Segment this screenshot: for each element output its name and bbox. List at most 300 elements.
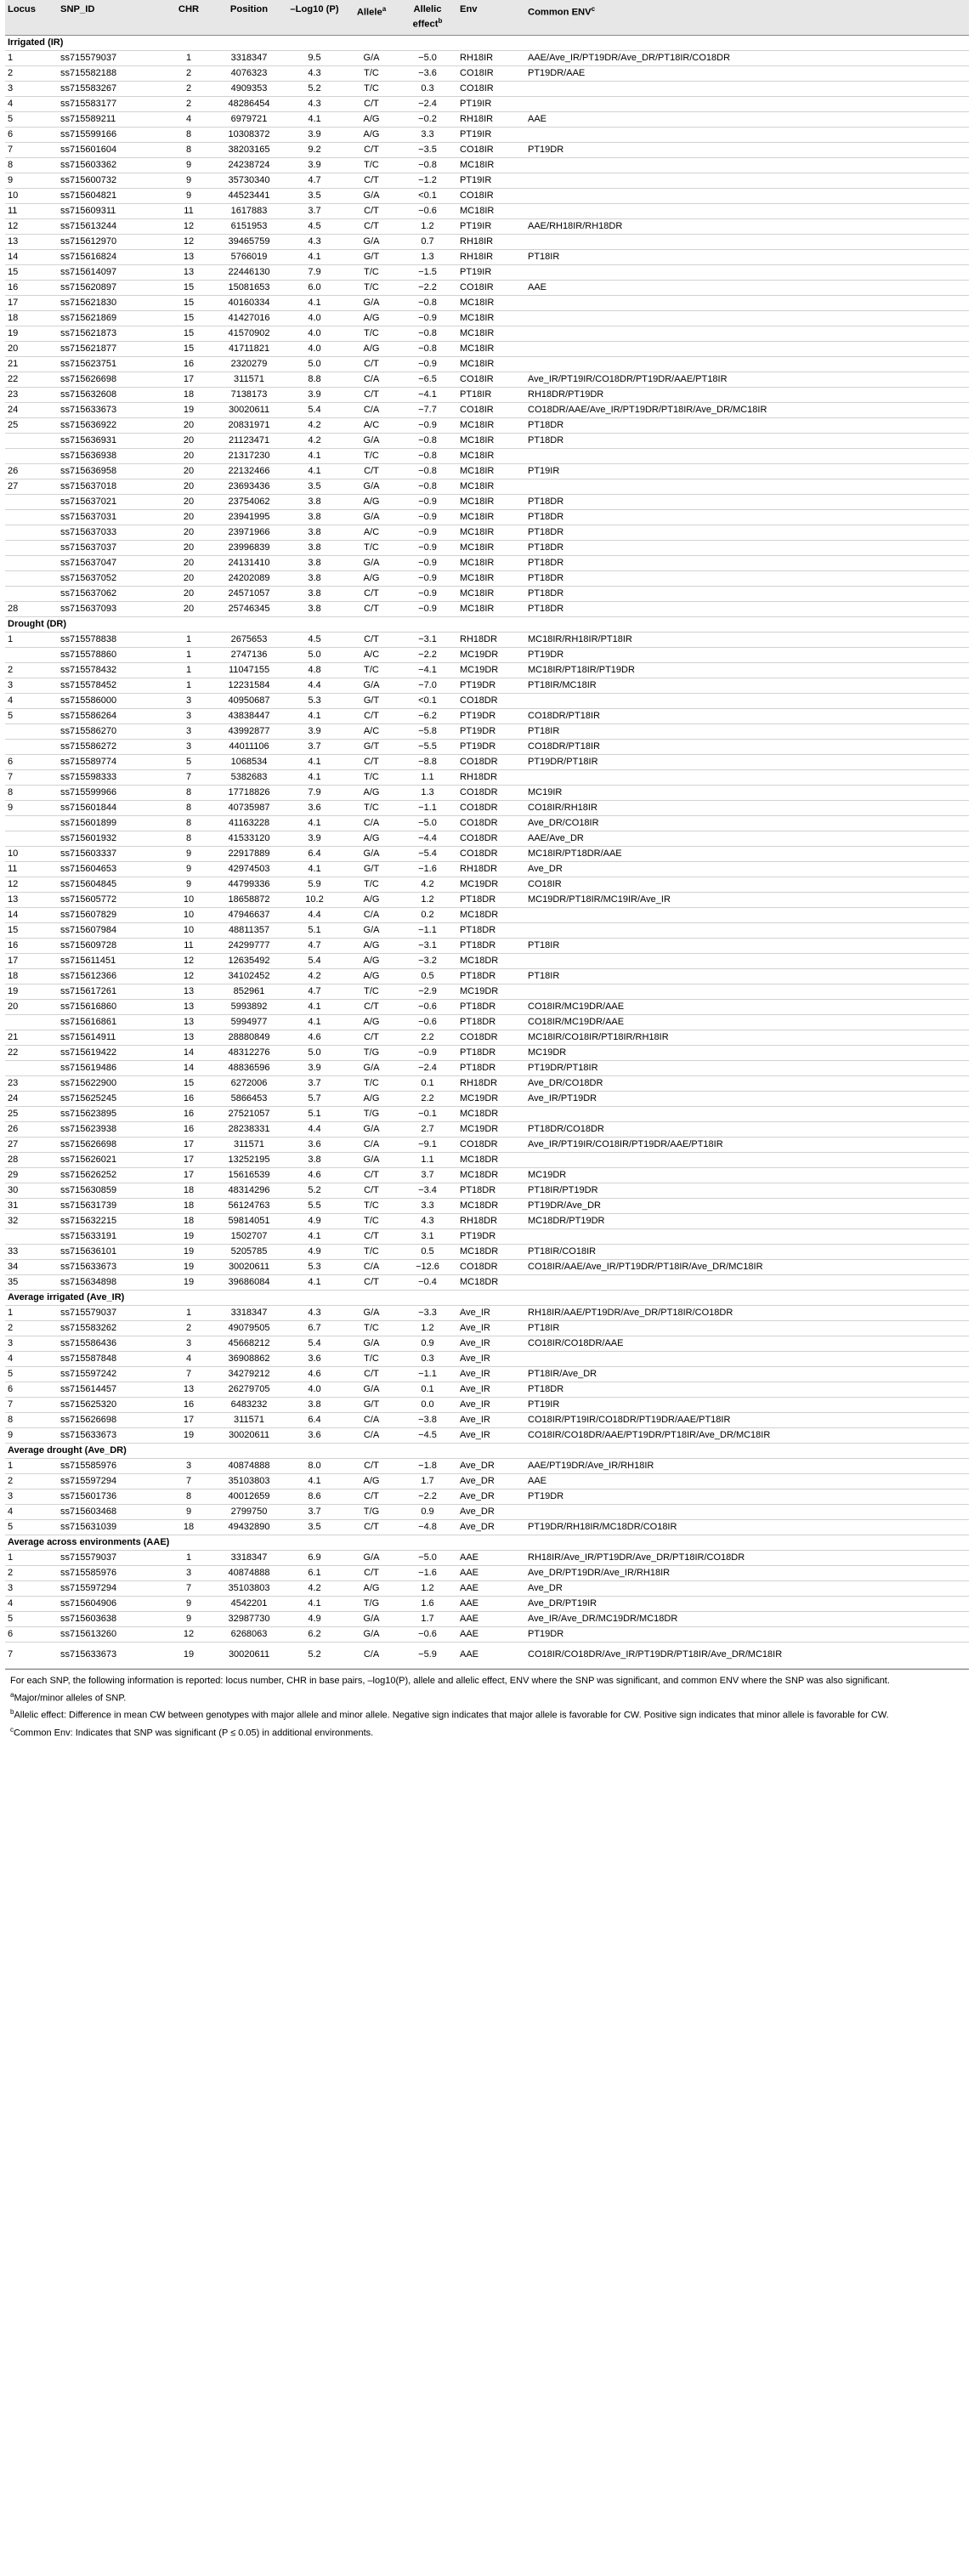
snp-id-cell: ss715586264 (58, 708, 163, 723)
snp-id-cell: ss715597294 (58, 1473, 163, 1489)
log10p-cell: 6.9 (284, 1550, 345, 1565)
position-cell: 22917889 (214, 846, 284, 861)
log10p-cell: 3.8 (284, 509, 345, 525)
allele-cell: T/C (345, 877, 398, 892)
log10p-cell: 6.4 (284, 846, 345, 861)
position-cell: 20831971 (214, 417, 284, 433)
table-row (5, 1244, 969, 1259)
chr-cell: 1 (163, 50, 214, 65)
table-row (5, 387, 969, 402)
snp-id-cell: ss715614097 (58, 264, 163, 280)
chr-cell: 13 (163, 249, 214, 264)
allelic-effect-cell: −2.2 (398, 280, 457, 295)
log10p-cell: 4.6 (284, 1167, 345, 1183)
chr-cell: 8 (163, 142, 214, 157)
allelic-effect-cell: −1.1 (398, 922, 457, 938)
snp-id-cell: ss715612366 (58, 968, 163, 984)
common-env-cell (525, 234, 969, 249)
table-row (5, 1045, 969, 1060)
column-header (525, 0, 969, 35)
allele-cell: A/G (345, 938, 398, 953)
table-row (5, 1060, 969, 1075)
env-cell: AAE (457, 1611, 525, 1626)
chr-cell: 16 (163, 1397, 214, 1412)
chr-cell: 9 (163, 846, 214, 861)
allelic-effect-cell: 3.3 (398, 127, 457, 142)
allele-cell: C/T (345, 754, 398, 769)
allele-cell: T/C (345, 1213, 398, 1228)
chr-cell: 20 (163, 463, 214, 479)
snp-id-cell: ss715614457 (58, 1382, 163, 1397)
snp-id-cell: ss715614911 (58, 1030, 163, 1045)
position-cell: 1502707 (214, 1228, 284, 1244)
position-cell: 23941995 (214, 509, 284, 525)
position-cell: 59814051 (214, 1213, 284, 1228)
env-cell: MC19DR (457, 877, 525, 892)
allelic-effect-cell: −7.0 (398, 678, 457, 693)
env-cell: PT18DR (457, 1183, 525, 1198)
snp-id-cell: ss715609311 (58, 203, 163, 218)
allelic-effect-cell: −4.1 (398, 387, 457, 402)
common-env-cell: CO18IR/CO18DR/AAE/PT19DR/PT18IR/Ave_DR/MC18IR (525, 1427, 969, 1443)
common-env-cell: CO18IR/CO18DR/AAE (525, 1336, 969, 1351)
table-row (5, 65, 969, 81)
log10p-cell: 4.3 (284, 65, 345, 81)
table-row (5, 999, 969, 1014)
log10p-cell: 3.9 (284, 387, 345, 402)
table-row (5, 1228, 969, 1244)
common-env-cell: Ave_IR/Ave_DR/MC19DR/MC18DR (525, 1611, 969, 1626)
snp-id-cell: ss715637021 (58, 494, 163, 509)
log10p-cell: 4.5 (284, 218, 345, 234)
chr-cell: 9 (163, 173, 214, 188)
allele-cell: C/T (345, 1489, 398, 1504)
chr-cell: 20 (163, 448, 214, 463)
snp-id-cell: ss715632215 (58, 1213, 163, 1228)
table-row (5, 800, 969, 815)
log10p-cell: 6.2 (284, 1626, 345, 1642)
allelic-effect-cell: <0.1 (398, 693, 457, 708)
env-cell: Ave_IR (457, 1366, 525, 1382)
common-env-cell: Ave_IR/PT19DR (525, 1091, 969, 1106)
chr-cell: 19 (163, 1427, 214, 1443)
allelic-effect-cell: −1.8 (398, 1458, 457, 1473)
allelic-effect-cell: 4.3 (398, 1213, 457, 1228)
env-cell: RH18IR (457, 111, 525, 127)
locus-cell (5, 509, 58, 525)
snp-id-cell: ss715578838 (58, 632, 163, 647)
snp-id-cell: ss715583177 (58, 96, 163, 111)
snp-id-cell: ss715578860 (58, 647, 163, 662)
table-row (5, 448, 969, 463)
allele-cell: T/C (345, 1075, 398, 1091)
common-env-cell: Ave_DR/PT19DR/Ave_IR/RH18IR (525, 1565, 969, 1580)
snp-id-cell: ss715637062 (58, 586, 163, 601)
chr-cell: 15 (163, 1075, 214, 1091)
position-cell: 23971966 (214, 525, 284, 540)
allele-cell: C/A (345, 815, 398, 831)
locus-cell: 1 (5, 1458, 58, 1473)
allelic-effect-cell: −5.5 (398, 739, 457, 754)
env-cell: MC18IR (457, 525, 525, 540)
allele-cell: T/C (345, 81, 398, 96)
locus-cell: 4 (5, 693, 58, 708)
env-cell: CO18DR (457, 693, 525, 708)
log10p-cell: 4.1 (284, 249, 345, 264)
position-cell: 34102452 (214, 968, 284, 984)
chr-cell: 3 (163, 708, 214, 723)
position-cell: 35103803 (214, 1473, 284, 1489)
locus-cell: 12 (5, 877, 58, 892)
chr-cell: 20 (163, 555, 214, 570)
allele-cell: G/A (345, 1060, 398, 1075)
table-row (5, 785, 969, 800)
env-cell: MC18DR (457, 1198, 525, 1213)
locus-cell: 27 (5, 479, 58, 494)
allele-cell: C/T (345, 586, 398, 601)
table-row (5, 341, 969, 356)
table-row (5, 1198, 969, 1213)
snp-id-cell: ss715578432 (58, 662, 163, 678)
snp-id-cell: ss715607829 (58, 907, 163, 922)
allele-cell: C/T (345, 203, 398, 218)
common-env-cell: PT19DR (525, 142, 969, 157)
position-cell: 30020611 (214, 1427, 284, 1443)
table-row (5, 310, 969, 326)
allele-cell: T/C (345, 769, 398, 785)
snp-id-cell: ss715633673 (58, 1427, 163, 1443)
allele-cell: T/C (345, 1198, 398, 1213)
env-cell: Ave_IR (457, 1382, 525, 1397)
common-env-cell: PT18IR/PT19DR (525, 1183, 969, 1198)
chr-cell: 15 (163, 310, 214, 326)
allele-cell: C/T (345, 601, 398, 616)
common-env-cell: CO18IR/AAE/Ave_IR/PT19DR/PT18IR/Ave_DR/MC18IR (525, 1259, 969, 1274)
table-row (5, 831, 969, 846)
allelic-effect-cell: −5.4 (398, 846, 457, 861)
allelic-effect-cell: −0.9 (398, 494, 457, 509)
snp-id-cell: ss715632608 (58, 387, 163, 402)
log10p-cell: 3.8 (284, 540, 345, 555)
env-cell: MC19DR (457, 662, 525, 678)
table-row (5, 509, 969, 525)
allelic-effect-cell: 1.7 (398, 1611, 457, 1626)
chr-cell: 20 (163, 525, 214, 540)
allelic-effect-cell: −0.9 (398, 540, 457, 555)
env-cell: AAE (457, 1596, 525, 1611)
snp-id-cell: ss715636958 (58, 463, 163, 479)
common-env-cell: PT19DR/Ave_DR (525, 1198, 969, 1213)
locus-cell: 6 (5, 127, 58, 142)
position-cell: 21123471 (214, 433, 284, 448)
locus-cell: 8 (5, 1412, 58, 1427)
chr-cell: 18 (163, 1198, 214, 1213)
position-cell: 26279705 (214, 1382, 284, 1397)
allelic-effect-cell: −3.6 (398, 65, 457, 81)
chr-cell: 20 (163, 601, 214, 616)
allelic-effect-cell: −0.2 (398, 111, 457, 127)
snp-id-cell: ss715582188 (58, 65, 163, 81)
position-cell: 36908862 (214, 1351, 284, 1366)
chr-cell: 7 (163, 1366, 214, 1382)
table-row (5, 295, 969, 310)
allelic-effect-cell: 0.3 (398, 81, 457, 96)
chr-cell: 17 (163, 1412, 214, 1427)
common-env-cell: Ave_DR/CO18IR (525, 815, 969, 831)
snp-id-cell: ss715603362 (58, 157, 163, 173)
common-env-cell (525, 922, 969, 938)
allele-cell: C/T (345, 1366, 398, 1382)
allele-cell: A/G (345, 785, 398, 800)
footnote-text: For each SNP, the following information is reported: locus number, CHR in base pairs, –log10(P), allele and allelic effect, ENV where the SNP was significant, and common ENV where the SNP was also significant. (10, 1675, 890, 1686)
table-row (5, 326, 969, 341)
position-cell: 56124763 (214, 1198, 284, 1213)
position-cell: 311571 (214, 372, 284, 387)
allele-cell: G/A (345, 433, 398, 448)
locus-cell (5, 555, 58, 570)
table-row (5, 739, 969, 754)
section-title: Drought (DR) (5, 616, 969, 632)
log10p-cell: 4.1 (284, 861, 345, 877)
snp-id-cell: ss715583267 (58, 81, 163, 96)
log10p-cell: 4.4 (284, 907, 345, 922)
locus-cell: 16 (5, 280, 58, 295)
table-row (5, 157, 969, 173)
locus-cell: 7 (5, 142, 58, 157)
snp-id-cell: ss715622900 (58, 1075, 163, 1091)
log10p-cell: 3.6 (284, 1427, 345, 1443)
log10p-cell: 4.5 (284, 632, 345, 647)
table-row (5, 1642, 969, 1668)
chr-cell: 8 (163, 815, 214, 831)
allelic-effect-cell: 0.1 (398, 1075, 457, 1091)
allele-cell: G/A (345, 295, 398, 310)
locus-cell (5, 525, 58, 540)
allelic-effect-cell: −0.9 (398, 586, 457, 601)
common-env-cell: PT18DR (525, 525, 969, 540)
allelic-effect-cell: −0.9 (398, 356, 457, 372)
position-cell: 3318347 (214, 1550, 284, 1565)
allele-cell: G/A (345, 479, 398, 494)
allele-cell: C/A (345, 1412, 398, 1427)
position-cell: 44523441 (214, 188, 284, 203)
allelic-effect-cell: −0.8 (398, 326, 457, 341)
position-cell: 852961 (214, 984, 284, 999)
log10p-cell: 7.9 (284, 785, 345, 800)
snp-id-cell: ss715589774 (58, 754, 163, 769)
common-env-cell (525, 295, 969, 310)
allelic-effect-cell: −2.4 (398, 96, 457, 111)
allele-cell: G/T (345, 1397, 398, 1412)
allele-cell: C/T (345, 173, 398, 188)
env-cell: PT18DR (457, 922, 525, 938)
table-row (5, 586, 969, 601)
log10p-cell: 4.9 (284, 1213, 345, 1228)
allele-cell: C/T (345, 632, 398, 647)
common-env-cell (525, 341, 969, 356)
chr-cell: 1 (163, 662, 214, 678)
chr-cell: 18 (163, 1183, 214, 1198)
env-cell: MC19DR (457, 647, 525, 662)
allelic-effect-cell: −2.2 (398, 1489, 457, 1504)
snp-id-cell: ss715597242 (58, 1366, 163, 1382)
position-cell: 45668212 (214, 1336, 284, 1351)
env-cell: Ave_DR (457, 1458, 525, 1473)
allele-cell: T/C (345, 280, 398, 295)
locus-cell: 5 (5, 111, 58, 127)
log10p-cell: 8.0 (284, 1458, 345, 1473)
locus-cell: 26 (5, 1121, 58, 1137)
snp-id-cell: ss715604653 (58, 861, 163, 877)
locus-cell: 2 (5, 65, 58, 81)
allelic-effect-cell: −5.8 (398, 723, 457, 739)
log10p-cell: 3.6 (284, 1137, 345, 1152)
chr-cell: 1 (163, 1305, 214, 1320)
locus-cell (5, 448, 58, 463)
table-row (5, 81, 969, 96)
table-row (5, 892, 969, 907)
position-cell: 35730340 (214, 173, 284, 188)
table-row (5, 1382, 969, 1397)
locus-cell: 2 (5, 1565, 58, 1580)
env-cell: PT19DR (457, 723, 525, 739)
locus-cell: 11 (5, 203, 58, 218)
snp-id-cell: ss715626698 (58, 1412, 163, 1427)
env-cell: AAE (457, 1550, 525, 1565)
chr-cell: 20 (163, 479, 214, 494)
snp-id-cell: ss715637037 (58, 540, 163, 555)
log10p-cell: 5.5 (284, 1198, 345, 1213)
common-env-cell: AAE/PT19DR/Ave_IR/RH18IR (525, 1458, 969, 1473)
log10p-cell: 4.8 (284, 662, 345, 678)
position-cell: 311571 (214, 1137, 284, 1152)
log10p-cell: 3.9 (284, 723, 345, 739)
allelic-effect-cell: −1.1 (398, 1366, 457, 1382)
allelic-effect-cell: 1.1 (398, 769, 457, 785)
locus-cell: 20 (5, 999, 58, 1014)
env-cell: AAE (457, 1580, 525, 1596)
snp-id-cell: ss715630859 (58, 1183, 163, 1198)
log10p-cell: 4.2 (284, 433, 345, 448)
locus-cell: 18 (5, 968, 58, 984)
snp-id-cell: ss715601844 (58, 800, 163, 815)
table-row (5, 1106, 969, 1121)
position-cell: 24299777 (214, 938, 284, 953)
log10p-cell: 4.0 (284, 341, 345, 356)
table-row (5, 662, 969, 678)
locus-cell (5, 739, 58, 754)
allele-cell: C/A (345, 1642, 398, 1668)
table-row (5, 1152, 969, 1167)
common-env-cell: PT18IR/CO18IR (525, 1244, 969, 1259)
env-cell: Ave_IR (457, 1397, 525, 1412)
log10p-cell: 3.5 (284, 1519, 345, 1535)
env-cell: CO18DR (457, 800, 525, 815)
allele-cell: G/A (345, 555, 398, 570)
allele-cell: T/C (345, 1244, 398, 1259)
table-row (5, 1351, 969, 1366)
position-cell: 7138173 (214, 387, 284, 402)
allelic-effect-cell: 0.0 (398, 1397, 457, 1412)
log10p-cell: 4.1 (284, 708, 345, 723)
allele-cell: A/C (345, 723, 398, 739)
chr-cell: 8 (163, 127, 214, 142)
allele-cell: G/A (345, 678, 398, 693)
common-env-cell: CO18IR/CO18DR/Ave_IR/PT19DR/PT18IR/Ave_DR/MC18IR (525, 1642, 969, 1668)
log10p-cell: 5.3 (284, 1259, 345, 1274)
position-cell: 41427016 (214, 310, 284, 326)
chr-cell: 16 (163, 1121, 214, 1137)
log10p-cell: 3.9 (284, 157, 345, 173)
env-cell: RH18DR (457, 861, 525, 877)
chr-cell: 19 (163, 1259, 214, 1274)
allele-cell: G/A (345, 846, 398, 861)
table-row (5, 647, 969, 662)
snp-id-cell: ss715621830 (58, 295, 163, 310)
allelic-effect-cell: −0.8 (398, 341, 457, 356)
position-cell: 3318347 (214, 1305, 284, 1320)
allele-cell: A/G (345, 1091, 398, 1106)
common-env-cell: AAE (525, 111, 969, 127)
table-row (5, 754, 969, 769)
table-row (5, 264, 969, 280)
allele-cell: A/G (345, 127, 398, 142)
snp-id-cell: ss715626698 (58, 1137, 163, 1152)
locus-cell: 31 (5, 1198, 58, 1213)
common-env-cell: CO18DR/PT18IR (525, 708, 969, 723)
env-cell: CO18IR (457, 65, 525, 81)
log10p-cell: 6.0 (284, 280, 345, 295)
env-cell: AAE (457, 1565, 525, 1580)
chr-cell: 7 (163, 1580, 214, 1596)
common-env-cell: PT18IR (525, 938, 969, 953)
locus-cell: 17 (5, 953, 58, 968)
column-header (398, 0, 457, 35)
log10p-cell: 4.1 (284, 999, 345, 1014)
locus-cell (5, 815, 58, 831)
allelic-effect-cell: −5.9 (398, 1642, 457, 1668)
chr-cell: 9 (163, 1504, 214, 1519)
position-cell: 13252195 (214, 1152, 284, 1167)
position-cell: 15616539 (214, 1167, 284, 1183)
log10p-cell: 4.1 (284, 295, 345, 310)
position-cell: 43838447 (214, 708, 284, 723)
table-body (5, 35, 969, 1668)
table-row (5, 433, 969, 448)
env-cell: MC18DR (457, 953, 525, 968)
snp-id-cell: ss715586270 (58, 723, 163, 739)
log10p-cell: 4.3 (284, 96, 345, 111)
allele-cell: A/C (345, 417, 398, 433)
allele-cell: T/C (345, 448, 398, 463)
chr-cell: 13 (163, 984, 214, 999)
allele-cell: T/G (345, 1106, 398, 1121)
env-cell: RH18IR (457, 50, 525, 65)
env-cell: MC18IR (457, 417, 525, 433)
locus-cell: 5 (5, 1519, 58, 1535)
common-env-cell (525, 1106, 969, 1121)
allelic-effect-cell: −3.1 (398, 632, 457, 647)
section-header-row (5, 1443, 969, 1458)
allelic-effect-cell: −0.6 (398, 1626, 457, 1642)
table-row (5, 601, 969, 616)
log10p-cell: 5.4 (284, 402, 345, 417)
allele-cell: G/A (345, 1382, 398, 1397)
table-footnotes (5, 1669, 969, 1740)
chr-cell: 16 (163, 1091, 214, 1106)
locus-cell: 1 (5, 1550, 58, 1565)
chr-cell: 15 (163, 341, 214, 356)
